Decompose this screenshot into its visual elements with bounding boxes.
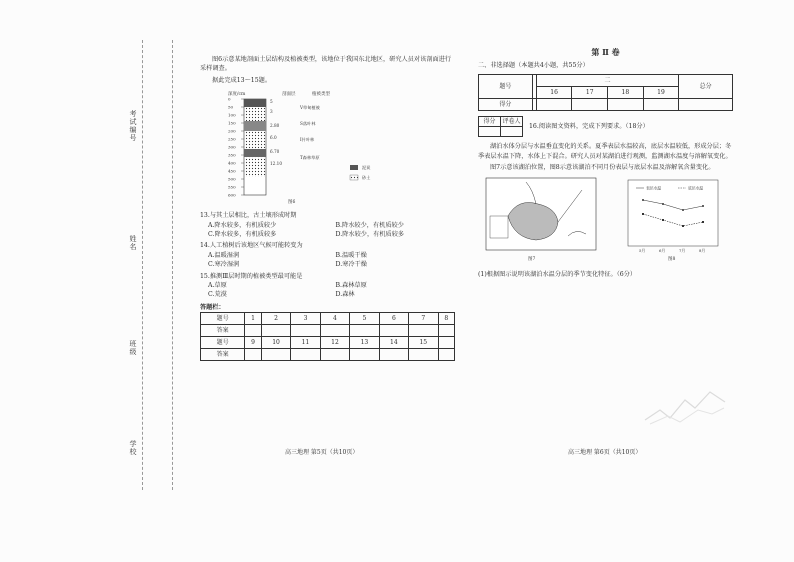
depth-tick-label: 550: [228, 184, 236, 190]
table-cell: 19: [643, 86, 679, 98]
question-14: [200, 241, 455, 269]
depth-tick-label: 300: [228, 144, 236, 150]
question-13: [200, 211, 455, 239]
data-point: [642, 213, 644, 215]
question-stem: 13.与其土层相比，古土壤形成时期: [200, 212, 297, 220]
score-cell[interactable]: [643, 98, 679, 110]
table-cell: 16: [536, 86, 572, 98]
table-cell: 5: [350, 313, 379, 325]
question-16-text: 图7示意该湖泊位置，图8示意该湖泊不同月份表层与底层水温及溶解氧含量变化。: [490, 164, 715, 172]
vegetation-label: 植被类型: [312, 92, 330, 98]
chart-frame: [628, 180, 718, 246]
layer-value: 6.0: [270, 135, 277, 141]
binding-line: [172, 40, 173, 490]
table-cell: 12: [320, 337, 349, 349]
table-cell: 二: [536, 74, 679, 86]
depth-tick-label: 250: [228, 136, 236, 142]
depth-tick-label: 50: [228, 104, 234, 110]
data-point: [662, 219, 664, 221]
answer-cell[interactable]: [245, 349, 261, 361]
option-b[interactable]: B.降水较少，有机质较少: [335, 221, 404, 229]
option-a[interactable]: A.温暖湿润: [208, 251, 240, 259]
question-stem: 15.推测Ⅲ层时期的植被类型最可能是: [200, 272, 303, 280]
answer-cell[interactable]: [320, 349, 349, 361]
score-cell[interactable]: [608, 98, 644, 110]
table-cell: 15: [409, 337, 438, 349]
answer-cell[interactable]: [438, 325, 454, 337]
table-cell: 14: [379, 337, 408, 349]
binding-label: 学校: [129, 440, 137, 456]
table-cell: 1: [245, 313, 261, 325]
table-cell: 题号: [201, 337, 245, 349]
table-cell: 得分: [479, 98, 533, 110]
soil-layer-peat: [244, 149, 266, 157]
layer-label: 剖面层: [282, 92, 296, 98]
option-b[interactable]: B.温暖干燥: [335, 251, 367, 259]
soil-layer-sand: [244, 157, 266, 177]
vegetation-type: S落叶林: [300, 121, 316, 127]
table-row: [201, 337, 455, 349]
depth-tick-label: 0: [228, 96, 231, 102]
soil-profile-figure: [200, 89, 455, 207]
section-instructions: 二、非选择题（本题共4小题，共55分）: [478, 62, 589, 70]
score-cell[interactable]: [679, 98, 733, 110]
depth-tick-label: 450: [228, 168, 236, 174]
x-tick-label: 8月: [699, 248, 706, 254]
table-cell: 9: [245, 337, 261, 349]
option-a[interactable]: A.降水较多，有机质较少: [208, 221, 277, 229]
binding-label: 班级: [129, 340, 137, 356]
x-tick-label: 7月: [679, 248, 686, 254]
table-cell: 18: [608, 86, 644, 98]
answer-grid: [200, 312, 455, 361]
option-d[interactable]: D.寒冷干燥: [335, 261, 367, 269]
answer-cell[interactable]: [350, 349, 379, 361]
answer-cell[interactable]: [261, 349, 290, 361]
layer-value: 3: [270, 109, 273, 115]
data-point: [642, 199, 644, 201]
soil-profile-diagram: [200, 89, 455, 207]
score-cell[interactable]: [536, 98, 572, 110]
table-cell: 4: [320, 313, 349, 325]
score-cell[interactable]: [572, 98, 608, 110]
depth-tick-label: 600: [228, 192, 236, 198]
binding-label: 姓名: [129, 235, 137, 251]
table-row: [479, 98, 733, 110]
table-cell: 题号: [479, 74, 533, 98]
figures-7-8: [478, 176, 733, 266]
data-point: [682, 209, 684, 211]
table-cell: 17: [572, 86, 608, 98]
depth-tick-label: 400: [228, 160, 236, 166]
layer-value: 2.80: [270, 123, 280, 129]
table-row: [201, 349, 455, 361]
binding-strip: [120, 40, 198, 490]
answer-cell[interactable]: [320, 325, 349, 337]
figure-7-caption: 图7: [528, 257, 536, 263]
answer-cell[interactable]: [261, 325, 290, 337]
depth-tick-label: 350: [228, 152, 236, 158]
question-15: [200, 272, 455, 300]
vegetation-type: T森林草原: [300, 155, 320, 161]
depth-tick-label: 500: [228, 176, 236, 182]
section-title: 第 Ⅱ 卷: [591, 47, 620, 57]
grader-name-cell[interactable]: [501, 127, 523, 137]
question-16-sub-1: (1)根据图示说明该湖泊水温分层的季节变化特征。（6分）: [478, 271, 637, 279]
intro-text: 图6示意某地剖面土层结构及植被类型，该地位于我国东北地区，研究人员对该剖面进行采样调查。: [200, 56, 452, 73]
vegetation-type: I针叶林: [300, 137, 315, 143]
depth-unit-label: 深度/cm: [228, 92, 246, 98]
layer-value: 5: [270, 99, 273, 105]
figures-svg: [478, 176, 733, 266]
table-cell: 答案: [201, 349, 245, 361]
answer-cell[interactable]: [409, 349, 438, 361]
map-legend-box: [490, 216, 508, 238]
score-table: [478, 74, 733, 111]
depth-tick-label: 100: [228, 112, 236, 118]
pencil-marks-decoration: [640, 380, 730, 430]
answer-cell[interactable]: [409, 325, 438, 337]
answer-cell[interactable]: [379, 349, 408, 361]
answer-cell[interactable]: [350, 325, 379, 337]
answer-cell[interactable]: [291, 349, 320, 361]
vegetation-type: V草甸植被: [300, 105, 320, 111]
question-stem: 14.人工植树后该地区气候可能转变为: [200, 242, 303, 250]
question-16-text: 湖泊水体分层与水温垂直变化的关系。夏季表层水温较高，底层水温较低，形成分层；冬季表层水温下降，水体上下混合。研究人员对某湖泊进行观测，监测湖水温度与溶解氧变化。: [478, 143, 732, 160]
answer-area[interactable]: [478, 280, 733, 340]
table-cell: 8: [438, 313, 454, 325]
table-cell: [438, 337, 454, 349]
x-tick-label: 6月: [659, 248, 666, 254]
grader-box: [478, 116, 733, 137]
right-page: [478, 48, 733, 340]
answer-cell[interactable]: [291, 325, 320, 337]
option-c[interactable]: C.降水较多，有机质较多: [208, 231, 277, 239]
table-cell: 6: [379, 313, 408, 325]
option-b[interactable]: B.森林草原: [335, 282, 367, 290]
table-row: [201, 325, 455, 337]
table-cell: 2: [261, 313, 290, 325]
grader-name-label: 评卷人: [502, 117, 521, 125]
table-cell: 11: [291, 337, 320, 349]
answer-cell[interactable]: [438, 349, 454, 361]
option-d[interactable]: D.森林: [335, 291, 355, 299]
table-row: [201, 313, 455, 325]
depth-tick-label: 200: [228, 128, 236, 134]
binding-line: [142, 40, 143, 490]
grader-score-label: 得分: [479, 116, 501, 126]
binding-label: 考试编号: [129, 110, 137, 142]
soil-layer-sand: [244, 131, 266, 149]
intro-text: 据此完成13～15题。: [212, 76, 272, 84]
table-cell: 总分: [679, 74, 733, 98]
figure-8-caption: 图8: [668, 257, 676, 263]
legend-sand-label: 砂土: [362, 175, 371, 181]
table-cell: 3: [291, 313, 320, 325]
left-page: [200, 55, 455, 361]
legend-bottom-label: 底层水温: [688, 185, 704, 191]
soil-layer-peat: [244, 121, 266, 131]
legend-surface-label: 表层水温: [646, 185, 662, 191]
answer-sheet-title: 答题栏：: [200, 303, 225, 311]
data-point: [682, 225, 684, 227]
table-cell: 答案: [201, 325, 245, 337]
table-cell: 13: [350, 337, 379, 349]
table-cell: 题号: [201, 313, 245, 325]
depth-tick-label: 150: [228, 120, 236, 126]
grader-score-cell[interactable]: [479, 127, 501, 137]
data-point: [702, 205, 704, 207]
x-tick-label: 5月: [639, 248, 646, 254]
option-c[interactable]: C.寒冷湿润: [208, 261, 240, 269]
soil-layer-sand: [244, 107, 266, 121]
answer-cell[interactable]: [245, 325, 261, 337]
question-16-title: 16.阅读图文资料，完成下列要求。（18分）: [529, 122, 649, 130]
table-cell: 10: [261, 337, 290, 349]
soil-layer-peat: [244, 99, 266, 107]
table-cell: 7: [409, 313, 438, 325]
legend-peat-label: 泥炭: [362, 165, 371, 171]
figure-caption: 图6: [288, 200, 296, 206]
page-footer-right: 高三地理 第6页（共10页）: [568, 449, 642, 456]
legend-peat-swatch: [350, 165, 358, 170]
layer-value: 12.10: [270, 161, 282, 167]
data-point: [702, 221, 704, 223]
option-c[interactable]: C.荒漠: [208, 291, 227, 299]
layer-value: 6.70: [270, 149, 280, 155]
table-row: [479, 74, 733, 86]
answer-cell[interactable]: [379, 325, 408, 337]
option-a[interactable]: A.草原: [208, 282, 227, 290]
legend-sand-swatch: [350, 175, 358, 180]
data-point: [662, 203, 664, 205]
page-footer-left: 高三地理 第5页（共10页）: [285, 449, 359, 456]
option-d[interactable]: D.降水较少，有机质较多: [335, 231, 405, 239]
